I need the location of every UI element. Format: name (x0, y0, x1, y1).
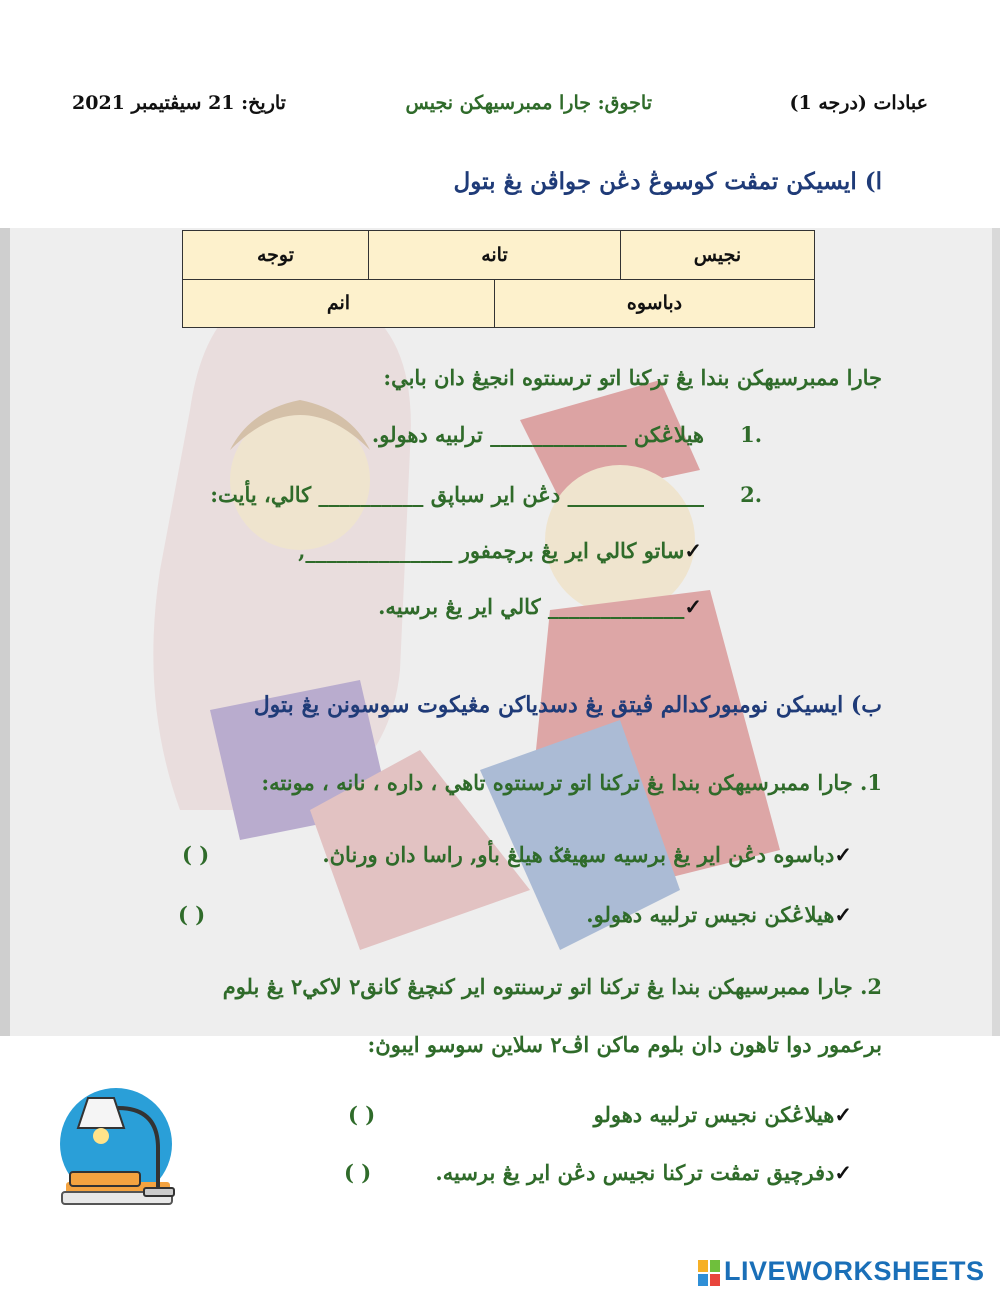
word-bank-cell: تانه (369, 231, 621, 280)
word-bank-cell: انم (183, 279, 495, 328)
subject-label: عبادات (درجه 1) (789, 92, 928, 114)
desk-lamp-books-icon (58, 1088, 178, 1206)
check-item (586, 902, 852, 927)
fill-blank-item-1[interactable]: هيلاڠكن _____________ ترلبيه دهولو. (371, 422, 704, 447)
liveworksheets-logo-icon (698, 1260, 720, 1286)
question-2-line-1: 2. جارا ممبرسيهكن بندا يڠ تركنا اتو ترسنتوه اير كنچيڠ كانق٢ لاكي٢ يڠ بلوم (222, 974, 882, 999)
fill-blank-item-2[interactable]: _____________ دڠن اير سباڽق __________ كالي، يأيت: (210, 482, 704, 507)
check-item-text: هيلاڠكن نجيس ترلبيه دهولو (593, 1102, 835, 1127)
check-item-text: _____________ كالي اير يڠ برسيه. (378, 594, 685, 619)
section-a-instruction: جارا ممبرسيهكن بندا يڠ تركنا اتو ترسنتوه انجيڠ دان بابي: (383, 365, 882, 390)
answer-box[interactable]: ( ) (182, 842, 210, 867)
check-item-text: دفرچيق تمڤت تركنا نجيس دڠن اير يڠ برسيه. (435, 1160, 835, 1185)
item-number: .2 (740, 482, 762, 507)
liveworksheets-logo (698, 1256, 985, 1287)
date-label: تاريخ: 21 سيڤتيمبر 2021 (72, 92, 286, 114)
answer-box[interactable]: ( ) (178, 902, 206, 927)
brand-name: LIVEWORKSHEETS (724, 1256, 985, 1286)
check-icon: ✓ (834, 1102, 852, 1127)
check-item (594, 1102, 852, 1127)
check-icon: ✓ (834, 902, 852, 927)
check-item-text: هيلاڠكن نجيس ترلبيه دهولو. (586, 902, 835, 927)
question-2-line-2: برعمور دوا تاهون دان بلوم ماكن اڤ٢ سلاين سوسو ايبوڽ: (367, 1032, 882, 1057)
check-item[interactable] (298, 538, 702, 563)
background-edge-right (992, 228, 1000, 1036)
section-b-title: ب) ايسيكن نومبوركدالم ڤيتق يڠ دسدياكن مڠيكوت سوسونن يڠ بتول (253, 692, 882, 718)
word-bank-cell: نجيس (620, 231, 814, 280)
background-edge-left (0, 228, 10, 1036)
word-bank-cell: توجه (183, 231, 369, 280)
word-bank-table (182, 230, 815, 328)
check-item (435, 1160, 852, 1185)
answer-box[interactable]: ( ) (348, 1102, 376, 1127)
word-bank-cell: دباسوه (494, 279, 814, 328)
check-icon: ✓ (834, 842, 852, 867)
topic-label: تاجوق: جارا ممبرسيهكن نجيس (405, 92, 652, 114)
answer-box[interactable]: ( ) (344, 1160, 372, 1185)
check-icon: ✓ (684, 594, 702, 619)
check-icon: ✓ (834, 1160, 852, 1185)
check-item (322, 842, 852, 867)
check-item-text: ساتو كالي اير يڠ برچمفور ______________, (298, 538, 685, 563)
check-icon: ✓ (684, 538, 702, 563)
item-number: .1 (740, 422, 762, 447)
check-item[interactable] (378, 594, 702, 619)
section-a-title: ا) ايسيكن تمڤت كوسوڠ دڠن جواڤن يڠ بتول (453, 168, 882, 195)
check-item-text: دباسوه دڠن اير يڠ برسيه سهيڠݢ هيلڠ بأو, راسا دان ورناڽ. (322, 842, 835, 867)
question-1: 1. جارا ممبرسيهكن بندا يڠ تركنا اتو ترسنتوه تاهي ، داره ، نانه ، مونته: (261, 770, 882, 795)
